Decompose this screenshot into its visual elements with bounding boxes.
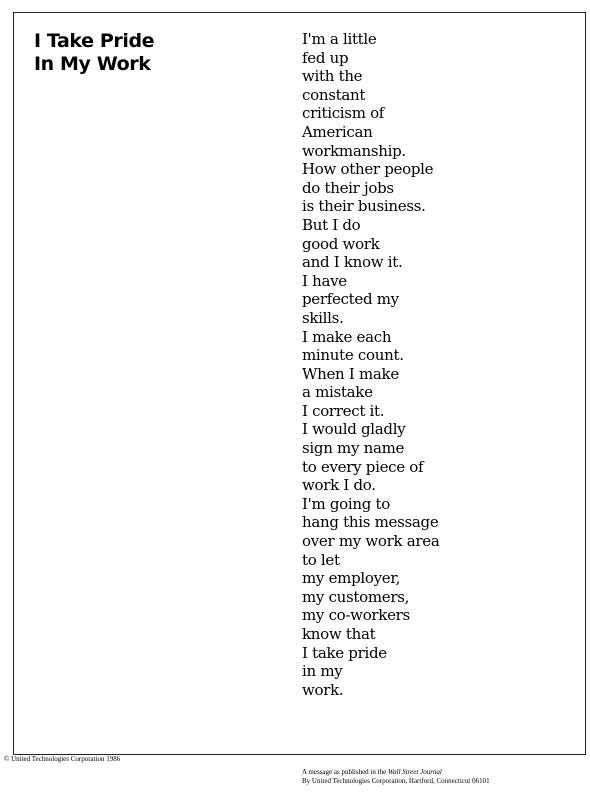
headline	[34, 30, 254, 76]
body-line: do their jobs	[302, 178, 394, 197]
body-line: When I make	[302, 364, 399, 383]
body-line: in my	[302, 662, 343, 681]
body-line: hang this message	[302, 513, 439, 532]
body-line: American	[302, 122, 373, 141]
body-line: know that	[302, 625, 376, 643]
body-line: I'm a little	[302, 30, 377, 48]
body-line: my customers,	[302, 587, 410, 606]
body-line: I correct it.	[302, 401, 385, 420]
headline-line-2: In My Work	[34, 53, 151, 75]
body-line: and I know it.	[302, 253, 403, 272]
body-copy	[302, 30, 572, 699]
body-line: my employer,	[302, 569, 401, 588]
body-line: is their business.	[302, 197, 426, 216]
copyright-notice: © United Technologies Corporation 1986	[4, 755, 121, 763]
publication-line	[302, 768, 490, 777]
body-line: sign my name	[302, 439, 405, 458]
headline-line-1: I Take Pride	[34, 30, 155, 52]
publication-name: Wall Street Journal	[387, 768, 442, 776]
body-line: I make each	[302, 327, 392, 346]
publication-prefix: A message as published in the	[302, 768, 388, 776]
body-line: I'm going to	[302, 494, 390, 513]
body-line: to every piece of	[302, 457, 424, 476]
body-line: my co-workers	[302, 606, 410, 625]
publication-credit	[302, 768, 490, 786]
body-line: How other people	[302, 160, 434, 179]
body-line: good work	[302, 234, 380, 253]
body-line: work I do.	[302, 476, 376, 495]
body-line: criticism of	[302, 104, 385, 123]
body-line: over my work area	[302, 532, 440, 551]
body-line: a mistake	[302, 383, 373, 402]
body-line: minute count.	[302, 346, 404, 365]
body-line: to let	[302, 550, 340, 569]
body-line: But I do	[302, 215, 361, 234]
body-line: skills.	[302, 308, 344, 327]
body-line: perfected my	[302, 290, 399, 309]
body-line: I have	[302, 271, 347, 290]
body-line: I take pride	[302, 643, 387, 662]
body-line: fed up	[302, 48, 349, 67]
sponsor-line: By United Technologies Corporation, Hartford, Connecticut 06101	[302, 777, 490, 785]
body-line: with the	[302, 67, 363, 86]
body-line: I would gladly	[302, 420, 406, 439]
body-line: work.	[302, 680, 344, 699]
body-line: workmanship.	[302, 141, 406, 160]
body-line: constant	[302, 85, 366, 104]
